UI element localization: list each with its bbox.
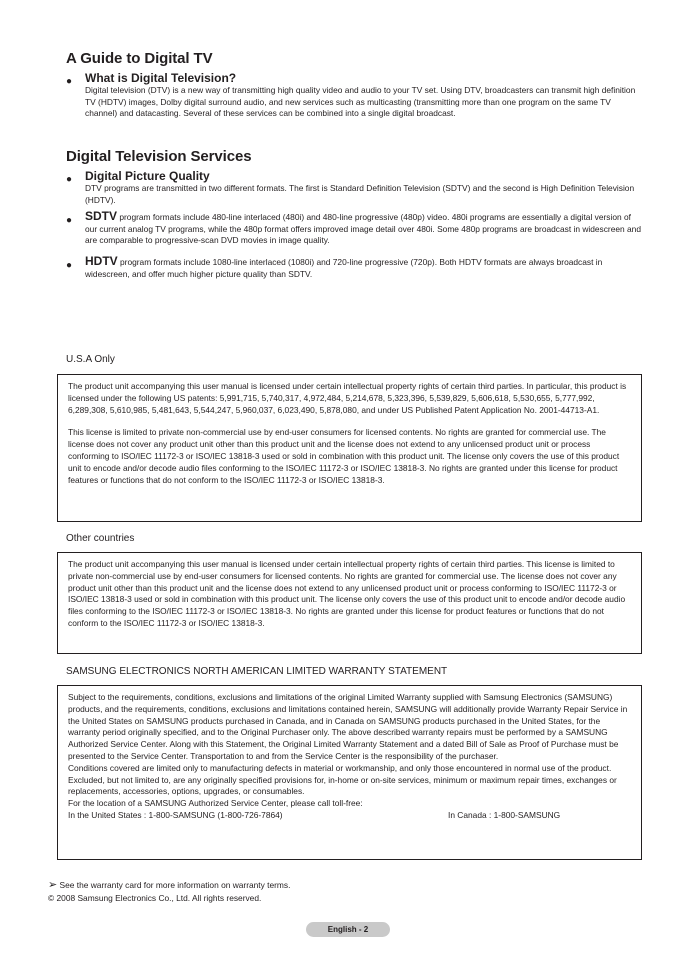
picture-quality-text: DTV programs are transmitted in two different formats. The first is Standard Definition Television (SDTV) and the second is High Definition Television (HDTV).	[85, 183, 635, 205]
picture-quality-title: Digital Picture Quality	[85, 169, 210, 183]
warranty-note	[48, 879, 290, 891]
warranty-box	[57, 685, 642, 860]
warranty-location: For the location of a SAMSUNG Authorized Service Center, please call toll-free:	[68, 798, 363, 809]
what-is-dtv-text: Digital television (DTV) is a new way of transmitting high quality video and audio to your TV set. Using DTV, broadcasters can transmit high definition TV (HDTV) images, Dolby digital surround audio, and new services such as multicasting (transmitting more than one program on the same TV channel) and datacasting. Several of these services can be combined into a single digital broadcast.	[85, 85, 636, 119]
warranty-label: SAMSUNG ELECTRONICS NORTH AMERICAN LIMITED WARRANTY STATEMENT	[66, 666, 448, 677]
hdtv-text: program formats include 1080-line interlaced (1080i) and 720-line progressive (720p). Both HDTV formats are always broadcast in widescreen, and offer much higher picture quality than SDTV.	[85, 257, 603, 279]
sdtv-text: program formats include 480-line interlaced (480i) and 480-line progressive (480p) video. 480i programs are essentially a digital version of our current analog TV programs, while the 480p format offers improved image detail over 480i. Some 480p programs are broadcast in widescreen and are comparable to progressive-scan DVD movies in image quality.	[85, 212, 641, 246]
warranty-excluded: Excluded, but not limited to, are any originally specified provisions for, in-home or on-site services, minimum or maximum repair times, exchanges or replacements, accessories, options, upgrades, or consumables.	[68, 774, 617, 797]
phone-row	[68, 810, 631, 822]
copyright: © 2008 Samsung Electronics Co., Ltd. All rights reserved.	[48, 893, 262, 903]
warranty-para: Subject to the requirements, conditions, exclusions and limitations of the original Limited Warranty supplied with Samsung Electronics (SAMSUNG) products, and the requirements, conditions, exclusions and limitations contained herein, SAMSUNG will additionally provide Warranty Repair Service in the United States on SAMSUNG products purchased in Canada, and in Canada on SAMSUNG products purchased in the United States, for the warranty period originally specified, and to the Original Purchaser only. The above described warranty repairs must be performed by a SAMSUNG Authorized Service Center. Along with this Statement, the Original Limited Warranty Statement and a dated Bill of Sale as Proof of Purchase must be presented to the Service Center. Transportation to and from the Service Center is the responsibility of the purchaser.	[68, 692, 628, 761]
usa-license-para1: The product unit accompanying this user manual is licensed under certain intellectual property rights of certain third parties. In particular, this product is licensed under the following US patents: 5,991,715, 5,740,317, 4,972,484, 5,214,678, 5,323,396, 5,539,829, 5,606,618, 5,530,655, 5,777,992, 6,289,308, 5,610,985, 5,481,643, 5,544,247, 5,960,037, 6,023,490, 5,878,080, and under US Published Patent Application No. 2001-44713-A1.	[68, 381, 627, 415]
what-is-dtv-title: What is Digital Television?	[85, 71, 237, 85]
arrow-icon: ➢	[48, 879, 58, 891]
list-item	[66, 211, 641, 247]
usa-license-para2: This license is limited to private non-commercial use by end-user consumers for licensed contents. No rights are granted for commercial use. The license does not cover any product unit other than this product unit and the license does not extend to any unlicensed product unit or process conforming to ISO/IEC 11172-3 or ISO/IEC 13818-3 used or sold in combination with this product unit. The license only covers the use of this product unit to encode and/or decode audio files conforming to the ISO/IEC 11172-3 or ISO/IEC 13818-3. No rights are granted under this license for product features or functions that do not conform to the ISO/IEC 11172-3 or ISO/IEC 13818-3.	[68, 427, 620, 485]
guide-title: A Guide to Digital TV	[66, 50, 213, 67]
canada-phone: In Canada : 1-800-SAMSUNG	[448, 809, 561, 820]
list-item	[66, 72, 641, 120]
page-number: English - 2	[306, 922, 390, 937]
usa-license-box	[57, 374, 642, 522]
bullet-icon: ●	[66, 174, 73, 185]
list-item	[66, 256, 641, 280]
services-title: Digital Television Services	[66, 148, 252, 165]
warranty-note-text: See the warranty card for more information on warranty terms.	[59, 880, 291, 890]
list-item	[66, 170, 641, 206]
other-license-para: The product unit accompanying this user manual is licensed under certain intellectual property rights of certain third parties. This license is limited to private non-commercial use by end-user consumers for licensed contents. No rights are granted for commercial use. The license does not cover any product unit other than this product unit and the license does not extend to any unlicensed product unit or process conforming to ISO/IEC 11172-3 or ISO/IEC 13818-3 used or sold in combination with this product unit. The license only covers the use of this product unit to encode and/or decode audio files conforming to the ISO/IEC 11172-3 or ISO/IEC 13818-3. No rights are granted under this license for product features or functions that do not conform to the ISO/IEC 11172-3 or ISO/IEC 13818-3.	[68, 559, 626, 628]
sdtv-term: SDTV	[85, 209, 118, 223]
hdtv-term: HDTV	[85, 254, 118, 268]
bullet-icon: ●	[66, 76, 73, 87]
bullet-icon: ●	[66, 260, 73, 271]
bullet-icon: ●	[66, 215, 73, 226]
other-label: Other countries	[66, 533, 135, 544]
us-phone: In the United States : 1-800-SAMSUNG (1-800-726-7864)	[68, 809, 283, 820]
warranty-conditions: Conditions covered are limited only to manufacturing defects in material or workmanship, and only those encountered in normal use of the product.	[68, 762, 612, 773]
other-license-box	[57, 552, 642, 654]
usa-label: U.S.A Only	[66, 354, 115, 365]
